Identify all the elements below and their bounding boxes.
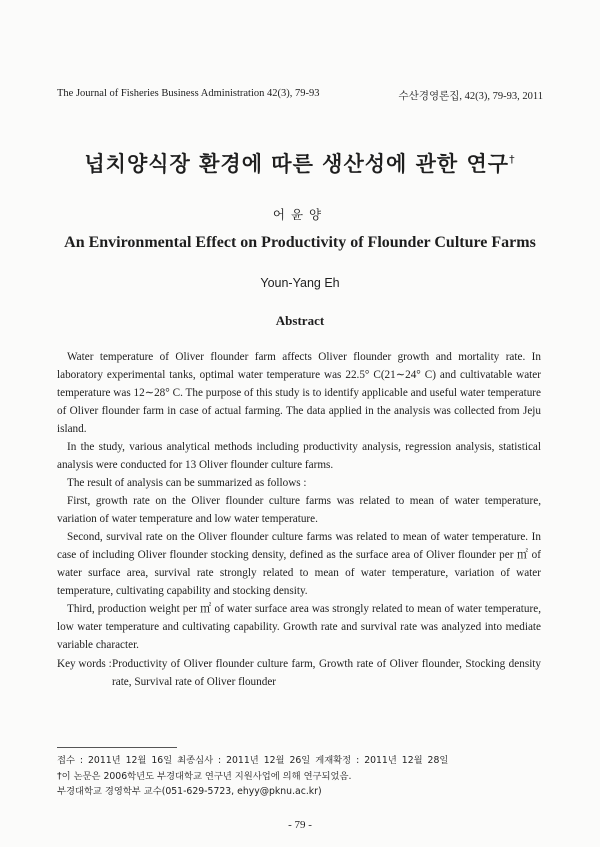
page-number: - 79 - <box>288 819 312 831</box>
abstract-paragraph-4: First, growth rate on the Oliver flounder culture farms was related to mean of water temperature, variation of water temperature and low water temperature. <box>57 495 541 525</box>
abstract-paragraph-1: Water temperature of Oliver flounder farm affects Oliver flounder growth and mortality rate. In laboratory experimental tanks, optimal water temperature was 22.5° C(21∼24° C) and cultivatable water temperature was 12∼28° C. The purpose of this study is to identify applicable and useful water temperature of Oliver flounder farm in case of actual farming. The data applied in the analysis was collected from Jeju island. <box>57 351 541 435</box>
abstract-heading: Abstract <box>275 313 325 328</box>
footnote-affiliation: 부경대학교 경영학부 교수(051-629-5723, ehyy@pknu.ac.kr) <box>57 786 322 797</box>
korean-title-text: 넙치양식장 환경에 따른 생산성에 관한 연구 <box>84 152 510 176</box>
footnote-funding: †이 논문은 2006학년도 부경대학교 연구년 지원사업에 의해 연구되었음. <box>57 771 352 782</box>
keywords-label: Key words : <box>57 658 112 670</box>
keywords-text: Productivity of Oliver flounder culture farm, Growth rate of Oliver flounder, Stocking density rate, Survival rate of Oliver flounder <box>112 658 541 688</box>
keywords <box>57 655 541 691</box>
abstract-paragraph-3: The result of analysis can be summarized as follows : <box>67 477 307 489</box>
running-header-korean: 수산경영론집, 42(3), 79-93, 2011 <box>398 91 543 102</box>
abstract-paragraph-2: In the study, various analytical methods including productivity analysis, regression analysis, statistical analysis were conducted for 13 Oliver flounder culture farms. <box>57 441 541 471</box>
footnote-divider <box>57 747 177 748</box>
korean-title <box>0 148 600 178</box>
footnote-dates: 접수 : 2011년 12월 16일 최종심사 : 2011년 12월 26일 게재확정 : 2011년 12월 28일 <box>57 755 449 766</box>
english-title: An Environmental Effect on Productivity of Flounder Culture Farms <box>64 234 536 251</box>
title-footnote-mark: † <box>509 153 516 166</box>
korean-author: 어윤양 <box>272 207 328 222</box>
running-header-english: The Journal of Fisheries Business Administration 42(3), 79-93 <box>57 88 320 99</box>
abstract-body <box>57 348 541 654</box>
english-author: Youn-Yang Eh <box>260 276 340 290</box>
abstract-paragraph-6: Third, production weight per ㎡ of water surface area was strongly related to mean of water temperature, low water temperature and cultivating capability. Growth rate and survival rate was analyzed into mediate variable character. <box>57 603 541 651</box>
abstract-paragraph-5: Second, survival rate on the Oliver flounder culture farms was related to mean of water temperature. In case of including Oliver flounder stocking density, defined as the surface area of Oliver flounder per ㎡ of water surface area, survival rate strongly related to mean of water temperature, variation of water temperature, cultivating capability and stocking density. <box>57 531 541 597</box>
